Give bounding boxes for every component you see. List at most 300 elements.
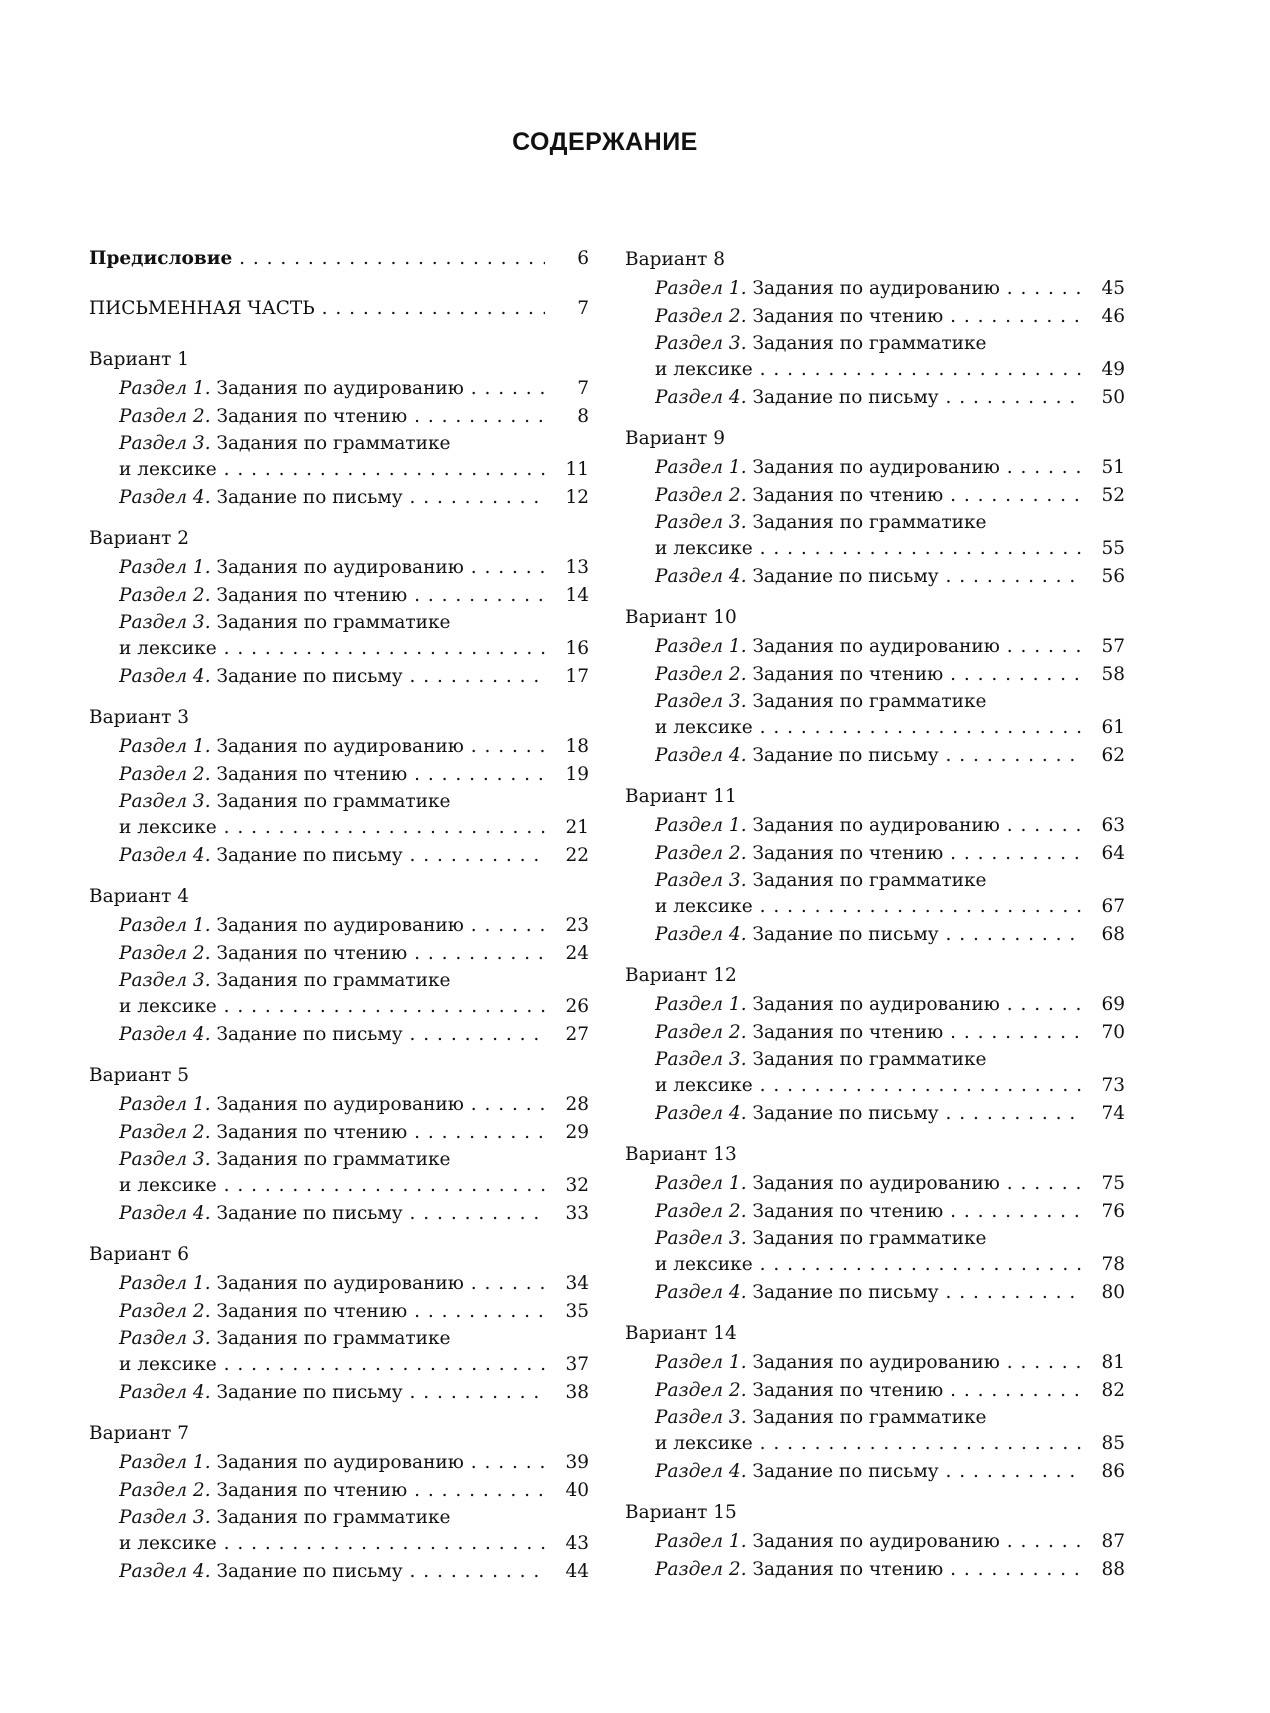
variant-block <box>89 524 589 691</box>
toc-entry-leader <box>655 535 1081 563</box>
toc-page-number: 22 <box>565 845 589 866</box>
variant-title[interactable]: Вариант 14 <box>625 1323 737 1344</box>
toc-page-number: 74 <box>1101 1103 1125 1124</box>
section-prefix: Раздел <box>655 1380 724 1401</box>
section-title: Задания по грамматике <box>752 1407 987 1428</box>
toc-section-entry[interactable] <box>89 968 589 993</box>
toc-entry-leader <box>655 1430 1081 1458</box>
toc-entry-leader <box>655 1019 1081 1047</box>
toc-section-entry-cont[interactable] <box>89 1172 589 1200</box>
toc-section-entry-cont[interactable] <box>89 456 589 484</box>
section-number: 2. <box>728 306 747 327</box>
section-prefix: Раздел <box>119 1452 188 1473</box>
toc-entry[interactable] <box>89 295 589 323</box>
variant-title[interactable]: Вариант 12 <box>625 965 737 986</box>
toc-section-entry[interactable] <box>89 554 589 582</box>
toc-page-number: 81 <box>1101 1352 1125 1373</box>
toc-section-entry-cont[interactable] <box>89 1530 589 1558</box>
toc-entry-leader <box>655 1279 1081 1307</box>
toc-section-entry-cont[interactable] <box>625 1430 1125 1458</box>
section-number: 1. <box>728 636 747 657</box>
toc-entry-leader <box>655 1349 1081 1377</box>
toc-section-entry-cont[interactable] <box>89 814 589 842</box>
toc-entry-leader <box>119 1270 545 1298</box>
toc-page-number: 86 <box>1101 1461 1125 1482</box>
section-number: 4. <box>192 1382 211 1403</box>
section-title: Задания по чтению <box>752 1380 944 1401</box>
section-title-cont: и лексике <box>655 359 753 380</box>
toc-page-number: 46 <box>1101 306 1125 327</box>
toc-entry-leader <box>119 1298 545 1326</box>
toc-page-number: 33 <box>565 1203 589 1224</box>
toc-page-number: 82 <box>1101 1380 1125 1401</box>
variant-title[interactable]: Вариант 1 <box>89 349 190 370</box>
toc-section-entry[interactable] <box>89 842 589 870</box>
toc-section-entry[interactable] <box>625 868 1125 893</box>
section-prefix: Раздел <box>119 1382 188 1403</box>
toc-entry[interactable] <box>89 245 589 273</box>
section-title: Задания по аудированию <box>752 815 1000 836</box>
section-prefix: Раздел <box>119 612 188 633</box>
toc-section-entry[interactable] <box>89 1326 589 1351</box>
section-prefix: Раздел <box>655 1201 724 1222</box>
section-title-cont: и лексике <box>119 1533 217 1554</box>
variant-list-left <box>89 345 589 1586</box>
section-title-cont: и лексике <box>655 717 753 738</box>
toc-section-entry[interactable] <box>625 1458 1125 1486</box>
section-title: Задания по грамматике <box>752 870 987 891</box>
toc-page-number: 58 <box>1101 664 1125 685</box>
section-number: 1. <box>192 1094 211 1115</box>
toc-section-entry[interactable] <box>625 1556 1125 1584</box>
toc-section-entry[interactable] <box>89 761 589 789</box>
section-title: Задания по аудированию <box>752 1531 1000 1552</box>
variant-title[interactable]: Вариант 4 <box>89 886 190 907</box>
page-title: СОДЕРЖАНИЕ <box>512 128 698 156</box>
section-prefix: Раздел <box>119 487 188 508</box>
toc-column-left <box>89 245 589 1598</box>
toc-section-entry[interactable] <box>89 663 589 691</box>
section-title: Задания по чтению <box>216 406 408 427</box>
section-prefix: Раздел <box>119 943 188 964</box>
section-number: 3. <box>192 1149 211 1170</box>
section-prefix: Раздел <box>119 1480 188 1501</box>
section-title: Задание по письму <box>216 666 403 687</box>
toc-section-entry[interactable] <box>89 912 589 940</box>
toc-section-entry[interactable] <box>625 1100 1125 1128</box>
section-title: Задания по аудированию <box>752 994 1000 1015</box>
toc-section-entry[interactable] <box>625 1198 1125 1226</box>
section-prefix: Раздел <box>119 1203 188 1224</box>
toc-entry-leader <box>119 761 545 789</box>
section-number: 3. <box>192 1328 211 1349</box>
toc-page-number: 39 <box>565 1452 589 1473</box>
toc-page-number: 14 <box>565 585 589 606</box>
toc-page-number: 6 <box>577 248 589 269</box>
toc-page-number: 73 <box>1101 1075 1125 1096</box>
toc-section-entry-cont[interactable] <box>89 1351 589 1379</box>
toc-section-entry[interactable] <box>625 742 1125 770</box>
toc-page-number: 26 <box>565 996 589 1017</box>
toc-entry-leader <box>119 940 545 968</box>
toc-section-entry[interactable] <box>89 789 589 814</box>
toc-section-entry[interactable] <box>625 840 1125 868</box>
variant-title[interactable]: Вариант 15 <box>625 1502 737 1523</box>
toc-entry-leader <box>655 812 1081 840</box>
variant-title[interactable]: Вариант 8 <box>625 249 726 270</box>
section-number: 2. <box>192 943 211 964</box>
section-prefix: Раздел <box>119 1273 188 1294</box>
toc-entry-leader <box>655 1458 1081 1486</box>
toc-page-number: 18 <box>565 736 589 757</box>
section-number: 1. <box>728 994 747 1015</box>
toc-section-entry[interactable] <box>89 1021 589 1049</box>
section-title-cont: и лексике <box>119 638 217 659</box>
toc-section-entry[interactable] <box>625 991 1125 1019</box>
toc-entry-leader <box>119 993 545 1021</box>
toc-section-entry[interactable] <box>625 1528 1125 1556</box>
toc-section-entry[interactable] <box>625 633 1125 661</box>
variant-title[interactable]: Вариант 11 <box>625 786 737 807</box>
toc-page-number: 80 <box>1101 1282 1125 1303</box>
toc-section-entry[interactable] <box>89 431 589 456</box>
toc-entry-leader <box>119 814 545 842</box>
toc-section-entry-cont[interactable] <box>625 1251 1125 1279</box>
section-title: Задания по чтению <box>216 1480 408 1501</box>
section-number: 4. <box>728 1103 747 1124</box>
toc-section-entry[interactable] <box>625 482 1125 510</box>
section-title: Задания по чтению <box>752 485 944 506</box>
toc-page-number: 7 <box>577 378 589 399</box>
section-prefix: Раздел <box>655 745 724 766</box>
variant-title[interactable]: Вариант 5 <box>89 1065 190 1086</box>
section-title: Задания по аудированию <box>752 1352 1000 1373</box>
toc-section-entry[interactable] <box>625 303 1125 331</box>
toc-section-entry[interactable] <box>625 1349 1125 1377</box>
toc-section-entry-cont[interactable] <box>89 635 589 663</box>
toc-page-number: 11 <box>565 459 589 480</box>
toc-page-number: 62 <box>1101 745 1125 766</box>
toc-page-number: 43 <box>565 1533 589 1554</box>
section-prefix: Раздел <box>655 664 724 685</box>
toc-section-entry[interactable] <box>625 921 1125 949</box>
toc-section-entry[interactable] <box>625 563 1125 591</box>
section-prefix: Раздел <box>119 433 188 454</box>
section-title: Задание по письму <box>216 845 403 866</box>
section-number: 4. <box>192 487 211 508</box>
section-title-cont: и лексике <box>119 817 217 838</box>
toc-entry-leader <box>119 1351 545 1379</box>
toc-entry-leader <box>655 714 1081 742</box>
toc-page-number: 21 <box>565 817 589 838</box>
toc-section-entry[interactable] <box>625 689 1125 714</box>
variant-block <box>625 1140 1125 1307</box>
section-title: Задания по грамматике <box>216 1328 451 1349</box>
section-title-cont: и лексике <box>655 1075 753 1096</box>
section-number: 2. <box>192 1122 211 1143</box>
section-title: Задания по аудированию <box>216 915 464 936</box>
variant-title[interactable]: Вариант 7 <box>89 1423 190 1444</box>
toc-section-entry[interactable] <box>89 582 589 610</box>
variant-title[interactable]: Вариант 10 <box>625 607 737 628</box>
section-title: Задания по аудированию <box>752 636 1000 657</box>
toc-section-entry[interactable] <box>89 375 589 403</box>
toc-section-entry[interactable] <box>625 661 1125 689</box>
toc-section-entry[interactable] <box>625 812 1125 840</box>
section-prefix: Раздел <box>655 1022 724 1043</box>
section-prefix: Раздел <box>119 1094 188 1115</box>
section-title: Задание по письму <box>216 1382 403 1403</box>
section-prefix: Раздел <box>119 791 188 812</box>
toc-entry-leader <box>119 635 545 663</box>
toc-section-entry[interactable] <box>625 331 1125 356</box>
section-number: 3. <box>728 1228 747 1249</box>
toc-entry-leader <box>655 742 1081 770</box>
section-number: 4. <box>728 387 747 408</box>
section-number: 2. <box>192 585 211 606</box>
variant-title[interactable]: Вариант 6 <box>89 1244 190 1265</box>
section-number: 4. <box>192 845 211 866</box>
section-title-cont: и лексике <box>655 1254 753 1275</box>
section-prefix: Раздел <box>119 557 188 578</box>
section-number: 2. <box>728 1380 747 1401</box>
toc-section-entry[interactable] <box>89 1558 589 1586</box>
section-title: Задания по грамматике <box>752 333 987 354</box>
toc-page-number: 8 <box>577 406 589 427</box>
toc-section-entry[interactable] <box>89 484 589 512</box>
toc-page-number: 76 <box>1101 1201 1125 1222</box>
section-prefix: Раздел <box>655 1461 724 1482</box>
toc-page-number: 32 <box>565 1175 589 1196</box>
section-title: Задание по письму <box>216 1561 403 1582</box>
toc-entry-leader <box>655 1170 1081 1198</box>
toc-page-number: 70 <box>1101 1022 1125 1043</box>
toc-page-number: 44 <box>565 1561 589 1582</box>
section-number: 2. <box>192 1301 211 1322</box>
section-number: 4. <box>192 1203 211 1224</box>
toc-page-number: 85 <box>1101 1433 1125 1454</box>
section-title: Задания по аудированию <box>752 457 1000 478</box>
section-title: Задание по письму <box>752 1461 939 1482</box>
section-title: Задание по письму <box>216 1203 403 1224</box>
section-prefix: Раздел <box>655 815 724 836</box>
toc-entry-leader <box>119 1379 545 1407</box>
section-title: Задания по аудированию <box>216 1452 464 1473</box>
section-number: 3. <box>728 512 747 533</box>
toc-section-entry[interactable] <box>625 275 1125 303</box>
variant-title[interactable]: Вариант 3 <box>89 707 190 728</box>
toc-section-entry[interactable] <box>625 1047 1125 1072</box>
toc-section-entry[interactable] <box>89 610 589 635</box>
toc-entry-leader <box>655 454 1081 482</box>
section-number: 1. <box>728 1531 747 1552</box>
toc-section-entry[interactable] <box>89 940 589 968</box>
toc-page-number: 78 <box>1101 1254 1125 1275</box>
toc-entry-leader <box>119 1449 545 1477</box>
section-number: 3. <box>728 870 747 891</box>
toc-entry-leader <box>655 991 1081 1019</box>
variant-block <box>625 961 1125 1128</box>
variant-block <box>89 1240 589 1407</box>
toc-section-entry-cont[interactable] <box>625 714 1125 742</box>
toc-section-entry[interactable] <box>625 1170 1125 1198</box>
toc-column-right <box>625 245 1125 1596</box>
section-number: 3. <box>192 1507 211 1528</box>
toc-section-entry-cont[interactable] <box>625 1072 1125 1100</box>
toc-page-number: 87 <box>1101 1531 1125 1552</box>
toc-section-entry[interactable] <box>625 1279 1125 1307</box>
section-prefix: Раздел <box>655 485 724 506</box>
toc-entry-leader <box>119 842 545 870</box>
toc-page-number: 68 <box>1101 924 1125 945</box>
toc-section-entry-cont[interactable] <box>625 356 1125 384</box>
toc-section-entry-cont[interactable] <box>625 893 1125 921</box>
toc-entry-leader <box>119 1530 545 1558</box>
toc-page-number: 34 <box>565 1273 589 1294</box>
toc-section-entry[interactable] <box>89 1477 589 1505</box>
section-number: 1. <box>728 1173 747 1194</box>
toc-entry-leader <box>119 1200 545 1228</box>
toc-entry-leader <box>119 733 545 761</box>
section-title: Задания по аудированию <box>752 278 1000 299</box>
section-number: 4. <box>728 566 747 587</box>
toc-section-entry[interactable] <box>89 1147 589 1172</box>
section-prefix: Раздел <box>655 306 724 327</box>
toc-entry-leader <box>119 456 545 484</box>
section-number: 1. <box>192 1273 211 1294</box>
section-number: 4. <box>192 666 211 687</box>
section-prefix: Раздел <box>655 636 724 657</box>
section-title: Задание по письму <box>752 387 939 408</box>
toc-section-entry[interactable] <box>89 1298 589 1326</box>
toc-section-entry[interactable] <box>89 1119 589 1147</box>
toc-section-entry-cont[interactable] <box>625 535 1125 563</box>
variant-title[interactable]: Вариант 13 <box>625 1144 737 1165</box>
section-prefix: Раздел <box>655 1049 724 1070</box>
section-title: Задания по грамматике <box>216 791 451 812</box>
section-prefix: Раздел <box>119 666 188 687</box>
toc-page-number: 50 <box>1101 387 1125 408</box>
section-title-cont: и лексике <box>119 1354 217 1375</box>
toc-section-entry[interactable] <box>625 384 1125 412</box>
toc-page-number: 27 <box>565 1024 589 1045</box>
toc-section-entry[interactable] <box>89 1449 589 1477</box>
toc-section-entry[interactable] <box>625 510 1125 535</box>
section-number: 3. <box>192 433 211 454</box>
toc-page-number: 67 <box>1101 896 1125 917</box>
section-title: Задания по грамматике <box>216 612 451 633</box>
toc-entry-leader <box>119 484 545 512</box>
section-prefix: Раздел <box>119 1149 188 1170</box>
section-title: Задания по грамматике <box>216 1149 451 1170</box>
toc-section-entry[interactable] <box>625 1019 1125 1047</box>
toc-entry-leader <box>655 1198 1081 1226</box>
section-number: 3. <box>728 1049 747 1070</box>
section-title: Задания по чтению <box>216 943 408 964</box>
variant-title[interactable]: Вариант 2 <box>89 528 190 549</box>
toc-section-entry[interactable] <box>89 1200 589 1228</box>
toc-page-number: 69 <box>1101 994 1125 1015</box>
toc-section-entry[interactable] <box>89 1379 589 1407</box>
toc-section-entry[interactable] <box>625 1377 1125 1405</box>
variant-title[interactable]: Вариант 9 <box>625 428 726 449</box>
section-number: 4. <box>192 1561 211 1582</box>
toc-page-number: 51 <box>1101 457 1125 478</box>
section-title: Задание по письму <box>752 1282 939 1303</box>
toc-section-entry[interactable] <box>625 1226 1125 1251</box>
section-prefix: Раздел <box>119 1301 188 1322</box>
toc-section-entry[interactable] <box>89 1091 589 1119</box>
section-prefix: Раздел <box>655 1559 724 1580</box>
section-number: 1. <box>192 736 211 757</box>
toc-page-number: 63 <box>1101 815 1125 836</box>
section-title-cont: и лексике <box>119 996 217 1017</box>
toc-entry-leader <box>655 482 1081 510</box>
toc-page-number: 28 <box>565 1094 589 1115</box>
section-prefix: Раздел <box>655 691 724 712</box>
toc-page-number: 38 <box>565 1382 589 1403</box>
toc-entry-leader <box>119 912 545 940</box>
variant-block <box>625 782 1125 949</box>
toc-entry-leader <box>119 1172 545 1200</box>
toc-entry-leader <box>655 1251 1081 1279</box>
section-prefix: Раздел <box>655 994 724 1015</box>
toc-entry-leader <box>655 563 1081 591</box>
toc-section-entry[interactable] <box>89 403 589 431</box>
section-prefix: Раздел <box>119 845 188 866</box>
section-number: 2. <box>728 1022 747 1043</box>
toc-section-entry[interactable] <box>89 733 589 761</box>
section-prefix: Раздел <box>119 1561 188 1582</box>
section-prefix: Раздел <box>119 764 188 785</box>
toc-section-entry[interactable] <box>89 1270 589 1298</box>
toc-entry-title: Предисловие <box>89 248 233 269</box>
variant-block <box>89 1061 589 1228</box>
toc-section-entry[interactable] <box>625 454 1125 482</box>
toc-entry-leader <box>119 663 545 691</box>
variant-block <box>625 1319 1125 1486</box>
section-prefix: Раздел <box>655 1282 724 1303</box>
toc-entry-leader <box>119 1021 545 1049</box>
section-title: Задания по грамматике <box>216 1507 451 1528</box>
section-number: 1. <box>192 378 211 399</box>
section-prefix: Раздел <box>655 924 724 945</box>
toc-entry-leader <box>655 1528 1081 1556</box>
toc-section-entry[interactable] <box>89 1505 589 1530</box>
toc-section-entry-cont[interactable] <box>89 993 589 1021</box>
section-title: Задания по аудированию <box>216 1094 464 1115</box>
section-title-cont: и лексике <box>655 1433 753 1454</box>
section-title-cont: и лексике <box>119 459 217 480</box>
section-title: Задание по письму <box>216 487 403 508</box>
section-title: Задания по чтению <box>216 764 408 785</box>
toc-page-number: 29 <box>565 1122 589 1143</box>
section-title: Задания по чтению <box>216 1301 408 1322</box>
section-number: 3. <box>192 791 211 812</box>
variant-block <box>625 245 1125 412</box>
section-number: 2. <box>192 406 211 427</box>
section-number: 1. <box>728 278 747 299</box>
section-prefix: Раздел <box>655 566 724 587</box>
section-title: Задание по письму <box>216 1024 403 1045</box>
section-title: Задания по чтению <box>752 843 944 864</box>
section-prefix: Раздел <box>119 585 188 606</box>
variant-block <box>625 603 1125 770</box>
toc-entry-leader <box>655 384 1081 412</box>
toc-entry-leader <box>655 840 1081 868</box>
section-number: 2. <box>728 1559 747 1580</box>
toc-section-entry[interactable] <box>625 1405 1125 1430</box>
